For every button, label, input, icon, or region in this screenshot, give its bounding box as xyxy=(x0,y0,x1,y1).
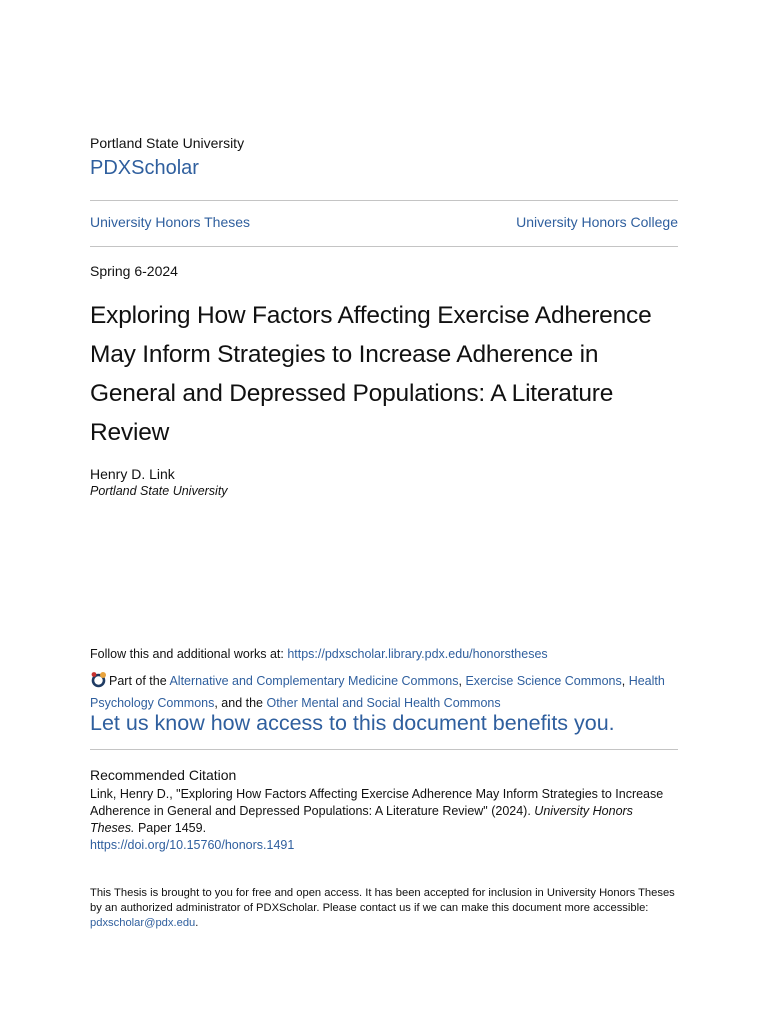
doi-link[interactable]: https://doi.org/10.15760/honors.1491 xyxy=(90,838,295,852)
citation-paper: Paper 1459. xyxy=(134,821,207,835)
publication-date: Spring 6-2024 xyxy=(90,263,178,279)
feedback-link[interactable]: Let us know how access to this document benefits you. xyxy=(90,711,615,735)
commons-link-mental-social-health[interactable]: Other Mental and Social Health Commons xyxy=(266,696,501,710)
series-link[interactable]: University Honors Theses xyxy=(90,214,251,230)
divider-nav xyxy=(90,246,678,247)
separator: , xyxy=(458,674,466,688)
divider-citation xyxy=(90,749,678,750)
repository-link[interactable]: PDXScholar xyxy=(90,157,199,179)
commons-link-health-psychology[interactable]: Health Psychology Commons xyxy=(90,674,665,710)
citation-body: Link, Henry D., "Exploring How Factors Affecting Exercise Adherence May Inform Strategies to Increase Adherence in General and Depressed Populations: A Literature Review" (2024). xyxy=(90,787,664,818)
follow-line xyxy=(90,647,678,661)
separator: , and the xyxy=(214,696,267,710)
open-access-network-icon xyxy=(90,671,107,688)
collection-nav xyxy=(90,214,678,230)
citation-series: University Honors Theses. xyxy=(90,804,633,835)
commons-link-exercise-science[interactable]: Exercise Science Commons xyxy=(465,674,622,688)
document-title: Exploring How Factors Affecting Exercise Adherence May Inform Strategies to Increase Adherence in General and Depressed Populations: A Literature Review xyxy=(90,302,652,446)
part-of-prefix: Part of the xyxy=(109,674,170,688)
part-of-line xyxy=(90,670,678,714)
contact-email-link[interactable]: pdxscholar@pdx.edu xyxy=(90,917,196,929)
citation-heading: Recommended Citation xyxy=(90,767,237,783)
cover-page xyxy=(90,0,678,1024)
access-notice xyxy=(90,886,678,931)
author-name: Henry D. Link xyxy=(90,466,175,482)
citation-text xyxy=(90,786,678,837)
divider-top xyxy=(90,200,678,201)
follow-label: Follow this and additional works at: xyxy=(90,647,288,661)
author-affiliation: Portland State University xyxy=(90,484,228,498)
separator: , xyxy=(621,674,629,688)
commons-link-alt-medicine[interactable]: Alternative and Complementary Medicine Commons xyxy=(169,674,459,688)
collection-url-link[interactable]: https://pdxscholar.library.pdx.edu/honorstheses xyxy=(287,647,548,661)
notice-text: This Thesis is brought to you for free and open access. It has been accepted for inclusion in University Honors Theses by an authorized administrator of PDXScholar. Please contact us if we can make this document more accessible: xyxy=(90,887,675,914)
notice-end: . xyxy=(195,917,199,929)
college-link[interactable]: University Honors College xyxy=(516,214,678,230)
university-name: Portland State University xyxy=(90,135,245,151)
